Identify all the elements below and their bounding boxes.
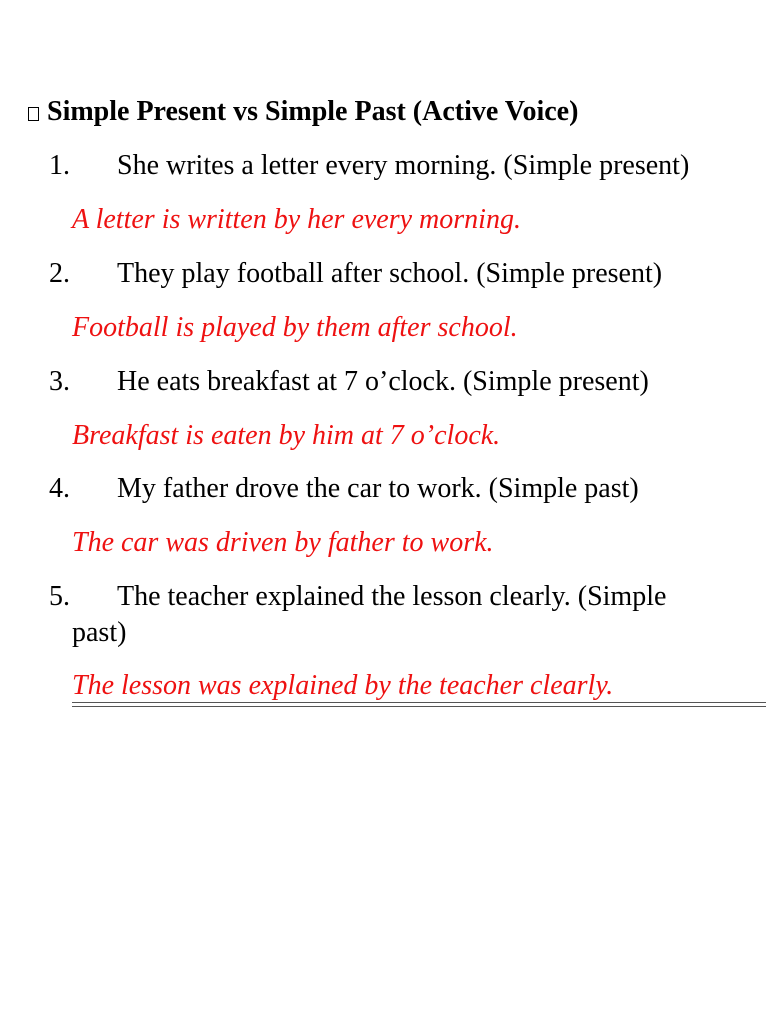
square-bullet-icon [28,107,39,121]
answer-5: The lesson was explained by the teacher clearly. [72,670,614,701]
answer-1: A letter is written by her every morning. [72,204,521,235]
item-number: 5. [49,581,70,612]
exercise-item-3 [49,364,649,400]
answer-2: Football is played by them after school. [72,312,518,343]
item-number: 3. [49,366,70,397]
item-number: 4. [49,473,70,504]
section-heading [28,94,578,130]
item-number: 1. [49,150,70,181]
answer-3: Breakfast is eaten by him at 7 o’clock. [72,420,501,451]
exercise-item-1 [49,148,689,184]
item-sentence: They play football after school. (Simple present) [117,258,663,289]
item-sentence: She writes a letter every morning. (Simple present) [117,150,690,181]
heading-text: Simple Present vs Simple Past (Active Voice) [47,96,579,127]
item-sentence: The teacher explained the lesson clearly. (Simple [117,581,667,612]
item-sentence: He eats breakfast at 7 o’clock. (Simple present) [117,366,649,397]
item-sentence: My father drove the car to work. (Simple past) [117,473,639,504]
item-number: 2. [49,258,70,289]
exercise-item-4 [49,471,639,507]
exercise-item-5 [49,579,739,651]
exercise-item-2 [49,256,662,292]
answer-4: The car was driven by father to work. [72,527,494,558]
item-sentence-continued: past) [72,617,127,648]
double-rule-divider [72,702,766,707]
